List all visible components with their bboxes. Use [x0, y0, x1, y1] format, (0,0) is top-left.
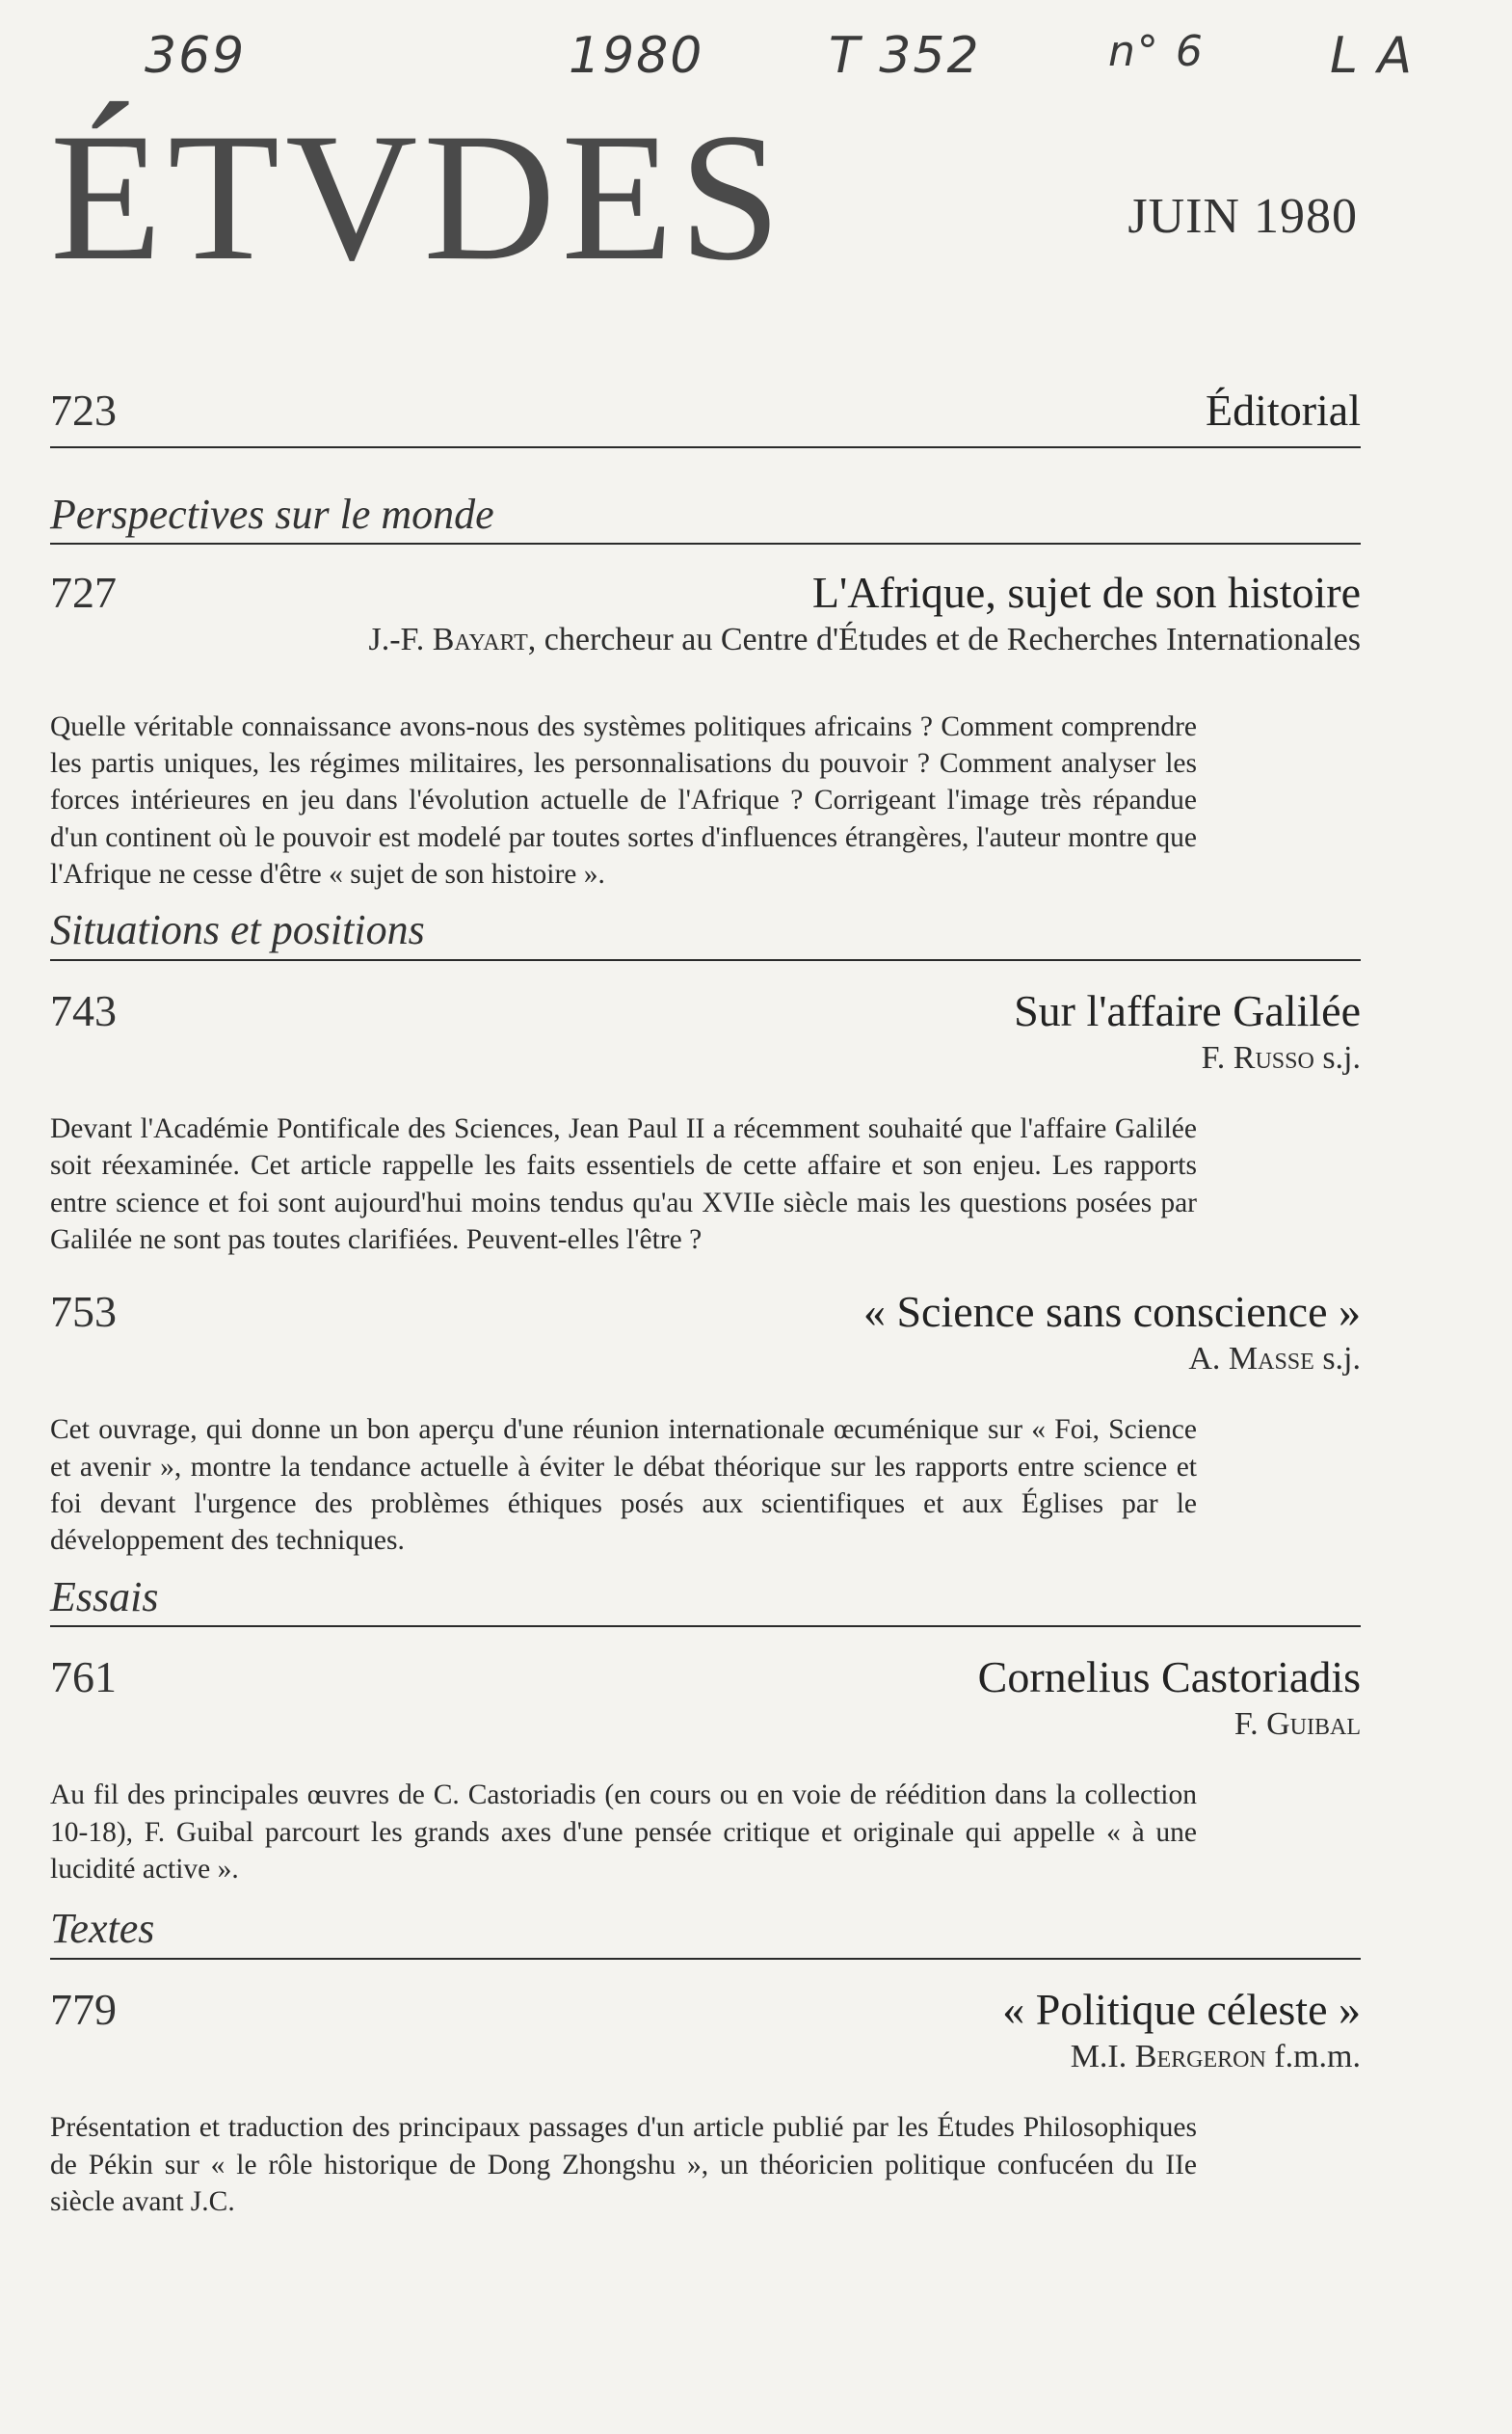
toc-entry-head: [50, 986, 1361, 1037]
section-heading: Situations et positions: [50, 906, 425, 954]
table-of-contents: [50, 386, 1361, 2220]
page-number: 753: [50, 1287, 117, 1337]
page-number: 723: [50, 386, 117, 435]
entry-abstract: Cet ouvrage, qui donne un bon aperçu d'une réunion internationale œcuménique sur « Foi, Science et avenir », montre la tendance actuelle à éviter le débat théorique sur les rapports entre science et foi devant l'urgence des problèmes éthiques posés aux scientifiques et aux Églises par le développement des techniques.: [50, 1414, 1197, 1557]
page-number: 743: [50, 985, 117, 1035]
author-suffix: s.j.: [1313, 1039, 1361, 1076]
author-prefix: J.-F.: [368, 622, 433, 658]
toc-entry-head: [50, 1287, 1361, 1338]
entry-author: [50, 1703, 1361, 1746]
divider: [50, 1958, 1361, 1960]
author-name: Masse: [1228, 1341, 1314, 1377]
author-prefix: F.: [1201, 1039, 1233, 1076]
page-number: 727: [50, 568, 117, 618]
handwritten-note: n° 6: [1108, 27, 1205, 76]
author-suffix: , chercheur au Centre d'Études et de Recherches Internationales: [527, 622, 1361, 658]
divider: [50, 446, 1361, 448]
section-heading: Textes: [50, 1905, 155, 1953]
page-number: 761: [50, 1652, 117, 1702]
entry-author: [50, 619, 1361, 661]
author-name: Bayart: [432, 622, 528, 658]
entry-title: Cornelius Castoriadis: [977, 1652, 1361, 1702]
author-prefix: F.: [1233, 1706, 1267, 1743]
entry-title: « Science sans conscience »: [862, 1287, 1361, 1337]
author-name: Russo: [1233, 1039, 1314, 1076]
author-suffix: f.m.m.: [1265, 2038, 1361, 2074]
editorial-entry: [50, 386, 1361, 437]
page-number: 779: [50, 1985, 117, 2035]
handwritten-note: 369: [145, 27, 247, 85]
entry-author: [50, 1037, 1361, 1080]
entry-author: [50, 2036, 1361, 2078]
entry-abstract: Présentation et traduction des principaux passages d'un article publié par les Études Philosophiques de Pékin sur « le rôle historique de Dong Zhongshu », un théoricien politique confucéen du IIe siècle avant J.C.: [50, 2112, 1197, 2217]
entry-author: [50, 1338, 1361, 1380]
section-heading: Perspectives sur le monde: [50, 490, 494, 538]
entry-abstract: Au fil des principales œuvres de C. Castoriadis (en cours ou en voie de réédition dans la collection 10-18), F. Guibal parcourt les grands axes d'une pensée critique et originale qui appelle « à une lucidité active ».: [50, 1779, 1197, 1886]
entry-title: Sur l'affaire Galilée: [1014, 985, 1361, 1035]
entry-title: « Politique céleste »: [1002, 1985, 1361, 2035]
masthead-title: ÉTVDES: [50, 96, 787, 299]
entry-abstract: Devant l'Académie Pontificale des Sciences, Jean Paul II a récemment souhaité que l'affaire Galilée soit réexaminée. Cet article rappelle les faits essentiels de cette affaire et son enjeu. Les rapports entre science et foi sont aujourd'hui moins tendus qu'au XVIIe siècle mais les questions posées par Galilée ne sont pas toutes clarifiées. Peuvent-elles l'être ?: [50, 1112, 1197, 1255]
handwritten-note: T 352: [829, 27, 981, 85]
divider: [50, 1625, 1361, 1627]
handwritten-note: L A: [1330, 27, 1415, 85]
toc-entry-head: [50, 1985, 1361, 2036]
handwritten-note: 1980: [569, 27, 704, 85]
toc-entry-head: [50, 568, 1361, 619]
entry-title: Éditorial: [1206, 386, 1361, 435]
author-prefix: A.: [1188, 1341, 1229, 1377]
author-prefix: M.I.: [1070, 2038, 1135, 2074]
divider: [50, 959, 1361, 961]
entry-title: L'Afrique, sujet de son histoire: [811, 568, 1361, 618]
author-name: Guibal: [1266, 1706, 1361, 1743]
toc-entry-head: [50, 1652, 1361, 1703]
author-suffix: s.j.: [1313, 1341, 1361, 1377]
author-name: Bergeron: [1134, 2038, 1266, 2074]
issue-date: JUIN 1980: [1127, 189, 1358, 244]
entry-abstract: Quelle véritable connaissance avons-nous des systèmes politiques africains ? Comment comprendre les partis uniques, les régimes militaires, les personnalisations du pouvoir ? Comment analyser les forces intérieures en jeu dans l'évolution actuelle de l'Afrique ? Corrigeant l'image très répandue d'un continent où le pouvoir est modelé par toutes sortes d'influences étrangères, l'auteur montre que l'Afrique ne cesse d'être « sujet de son histoire ».: [50, 710, 1197, 890]
divider: [50, 543, 1361, 545]
section-heading: Essais: [50, 1572, 159, 1620]
